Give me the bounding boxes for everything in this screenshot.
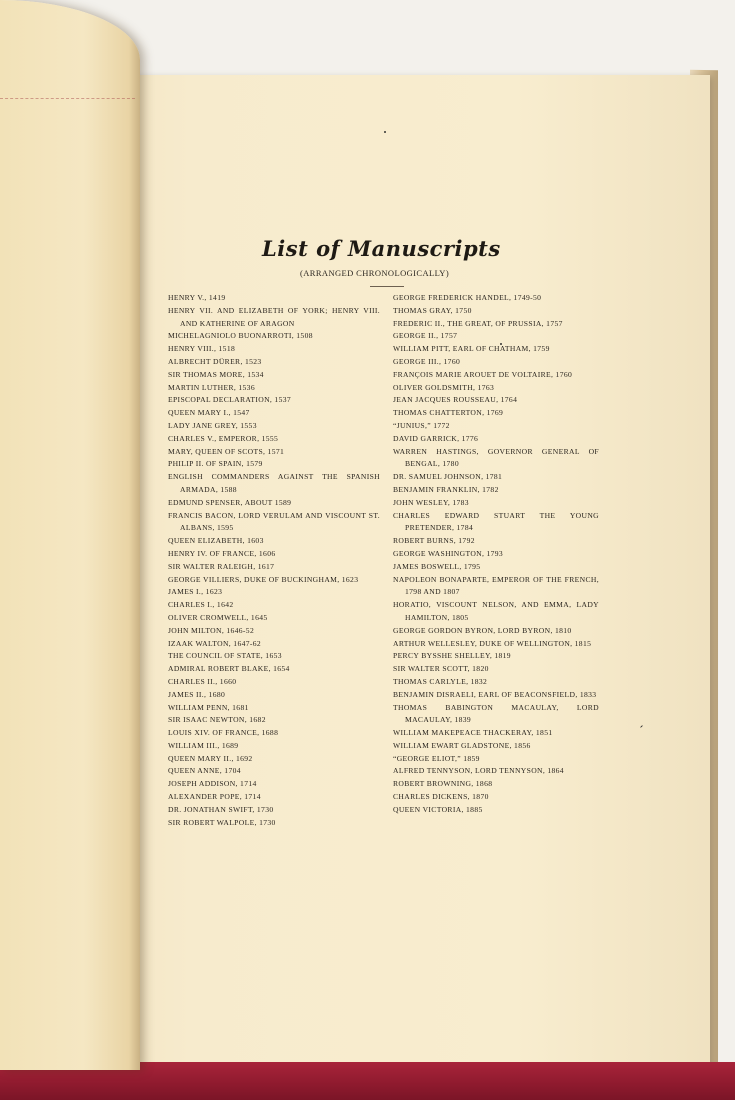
manuscript-entry: THOMAS GRAY, 1750 <box>393 305 472 315</box>
manuscript-entry: THOMAS BABINGTON MACAULAY, LORD MACAULAY, 1839 <box>393 702 599 725</box>
turned-page-leaf <box>0 0 140 1070</box>
manuscript-entry: QUEEN MARY I., 1547 <box>168 408 250 418</box>
book-page <box>60 75 710 1070</box>
manuscript-entry: SIR WALTER RALEIGH, 1617 <box>168 561 275 571</box>
manuscript-entry: QUEEN VICTORIA, 1885 <box>393 804 483 814</box>
manuscript-entry: WILLIAM III., 1689 <box>168 740 239 750</box>
manuscript-entry: CHARLES EDWARD STUART THE YOUNG PRETENDER, 1784 <box>393 510 599 533</box>
manuscript-entry: ARTHUR WELLESLEY, DUKE OF WELLINGTON, 1815 <box>393 638 592 648</box>
manuscript-entry: OLIVER CROMWELL, 1645 <box>168 612 268 622</box>
manuscript-entry: ADMIRAL ROBERT BLAKE, 1654 <box>168 664 290 674</box>
manuscript-entry: ALEXANDER POPE, 1714 <box>168 792 261 802</box>
manuscript-entry: HENRY V., 1419 <box>168 293 226 302</box>
manuscript-entry: JAMES II., 1680 <box>168 689 226 699</box>
manuscript-entry: JAMES I., 1623 <box>168 587 223 597</box>
manuscript-entry: GEORGE FREDERICK HANDEL, 1749-50 <box>393 293 542 302</box>
manuscript-entry: THOMAS CHATTERTON, 1769 <box>393 408 504 418</box>
manuscript-entry: GEORGE WASHINGTON, 1793 <box>393 548 504 558</box>
manuscript-entry: WILLIAM PENN, 1681 <box>168 702 249 712</box>
manuscript-entry: GEORGE VILLIERS, DUKE OF BUCKINGHAM, 1623 <box>168 574 359 584</box>
manuscript-entry: ALBRECHT DÜRER, 1523 <box>168 356 262 366</box>
manuscript-entry: ROBERT BURNS, 1792 <box>393 536 475 546</box>
manuscript-entry: JOHN WESLEY, 1783 <box>393 497 469 507</box>
manuscript-entry: HENRY IV. OF FRANCE, 1606 <box>168 548 276 558</box>
manuscript-entry: DAVID GARRICK, 1776 <box>393 433 479 443</box>
leaf-ruled-line <box>0 98 135 99</box>
manuscript-entry: ROBERT BROWNING, 1868 <box>393 779 493 789</box>
manuscript-list-right <box>393 292 599 817</box>
manuscript-entry: JOSEPH ADDISON, 1714 <box>168 779 257 789</box>
manuscript-entry: EPISCOPAL DECLARATION, 1537 <box>168 395 292 405</box>
manuscript-entry: DR. JONATHAN SWIFT, 1730 <box>168 804 274 814</box>
manuscript-list-left <box>168 292 380 829</box>
manuscript-entry: JEAN JACQUES ROUSSEAU, 1764 <box>393 395 518 405</box>
manuscript-entry: WILLIAM MAKEPEACE THACKERAY, 1851 <box>393 728 553 738</box>
manuscript-entry: IZAAK WALTON, 1647-62 <box>168 638 262 648</box>
manuscript-entry: CHARLES DICKENS, 1870 <box>393 792 489 802</box>
page-title: List of Manuscripts <box>262 236 501 261</box>
manuscript-entry: ALFRED TENNYSON, LORD TENNYSON, 1864 <box>393 766 564 776</box>
manuscript-entry: HORATIO, VISCOUNT NELSON, AND EMMA, LADY HAMILTON, 1805 <box>393 600 599 622</box>
manuscript-entry: NAPOLEON BONAPARTE, EMPEROR OF THE FRENCH, 1798 AND 1807 <box>393 574 599 597</box>
manuscript-entry: ENGLISH COMMANDERS AGAINST THE SPANISH ARMADA, 1588 <box>168 472 380 494</box>
manuscript-entry: GEORGE III., 1760 <box>393 356 461 366</box>
manuscript-entry: THOMAS CARLYLE, 1832 <box>393 676 488 686</box>
manuscript-entry: FRANÇOIS MARIE AROUET DE VOLTAIRE, 1760 <box>393 369 573 379</box>
manuscript-entry: EDMUND SPENSER, ABOUT 1589 <box>168 497 292 507</box>
manuscript-entry: WILLIAM EWART GLADSTONE, 1856 <box>393 740 531 750</box>
manuscript-entry: GEORGE II., 1757 <box>393 331 458 341</box>
manuscript-entry: QUEEN ELIZABETH, 1603 <box>168 536 264 546</box>
manuscript-entry: LADY JANE GREY, 1553 <box>168 420 257 430</box>
manuscript-entry: HENRY VII. AND ELIZABETH OF YORK; HENRY VIII. AND KATHERINE OF ARAGON <box>168 305 380 328</box>
manuscript-entry: CHARLES II., 1660 <box>168 676 237 686</box>
manuscript-entry: “JUNIUS,” 1772 <box>393 420 450 430</box>
manuscript-entry: “GEORGE ELIOT,” 1859 <box>393 753 480 763</box>
title-rule <box>370 286 404 287</box>
manuscript-entry: SIR ROBERT WALPOLE, 1730 <box>168 817 276 827</box>
manuscript-entry: JOHN MILTON, 1646-52 <box>168 625 255 635</box>
manuscript-entry: CHARLES V., EMPEROR, 1555 <box>168 433 279 443</box>
manuscript-entry: PERCY BYSSHE SHELLEY, 1819 <box>393 651 511 661</box>
manuscript-entry: SIR ISAAC NEWTON, 1682 <box>168 715 266 725</box>
manuscript-entry: SIR THOMAS MORE, 1534 <box>168 369 264 379</box>
page-subtitle: (ARRANGED CHRONOLOGICALLY) <box>300 268 450 278</box>
manuscript-entry: FREDERIC II., THE GREAT, OF PRUSSIA, 1757 <box>393 318 563 328</box>
manuscript-entry: QUEEN ANNE, 1704 <box>168 766 241 776</box>
manuscript-entry: BENJAMIN FRANKLIN, 1782 <box>393 484 499 494</box>
manuscript-entry: OLIVER GOLDSMITH, 1763 <box>393 382 495 392</box>
manuscript-entry: QUEEN MARY II., 1692 <box>168 753 253 763</box>
manuscript-entry: PHILIP II. OF SPAIN, 1579 <box>168 459 263 469</box>
manuscript-entry: SIR WALTER SCOTT, 1820 <box>393 664 489 674</box>
manuscript-entry: WILLIAM PITT, EARL OF CHATHAM, 1759 <box>393 344 550 354</box>
manuscript-entry: CHARLES I., 1642 <box>168 600 234 610</box>
manuscript-entry: HENRY VIII., 1518 <box>168 344 236 354</box>
manuscript-entry: MARTIN LUTHER, 1536 <box>168 382 255 392</box>
manuscript-entry: LOUIS XIV. OF FRANCE, 1688 <box>168 728 279 738</box>
manuscript-entry: GEORGE GORDON BYRON, LORD BYRON, 1810 <box>393 625 572 635</box>
manuscript-entry: WARREN HASTINGS, GOVERNOR GENERAL OF BENGAL, 1780 <box>393 446 599 469</box>
manuscript-entry: MARY, QUEEN OF SCOTS, 1571 <box>168 446 285 456</box>
page-speck <box>384 131 386 133</box>
manuscript-entry: THE COUNCIL OF STATE, 1653 <box>168 651 282 661</box>
manuscript-entry: FRANCIS BACON, LORD VERULAM AND VISCOUNT ST. ALBANS, 1595 <box>168 510 380 533</box>
manuscript-entry: DR. SAMUEL JOHNSON, 1781 <box>393 472 503 482</box>
manuscript-entry: BENJAMIN DISRAELI, EARL OF BEACONSFIELD, 1833 <box>393 689 597 699</box>
manuscript-entry: MICHELAGNIOLO BUONARROTI, 1508 <box>168 331 313 341</box>
manuscript-entry: JAMES BOSWELL, 1795 <box>393 561 481 571</box>
